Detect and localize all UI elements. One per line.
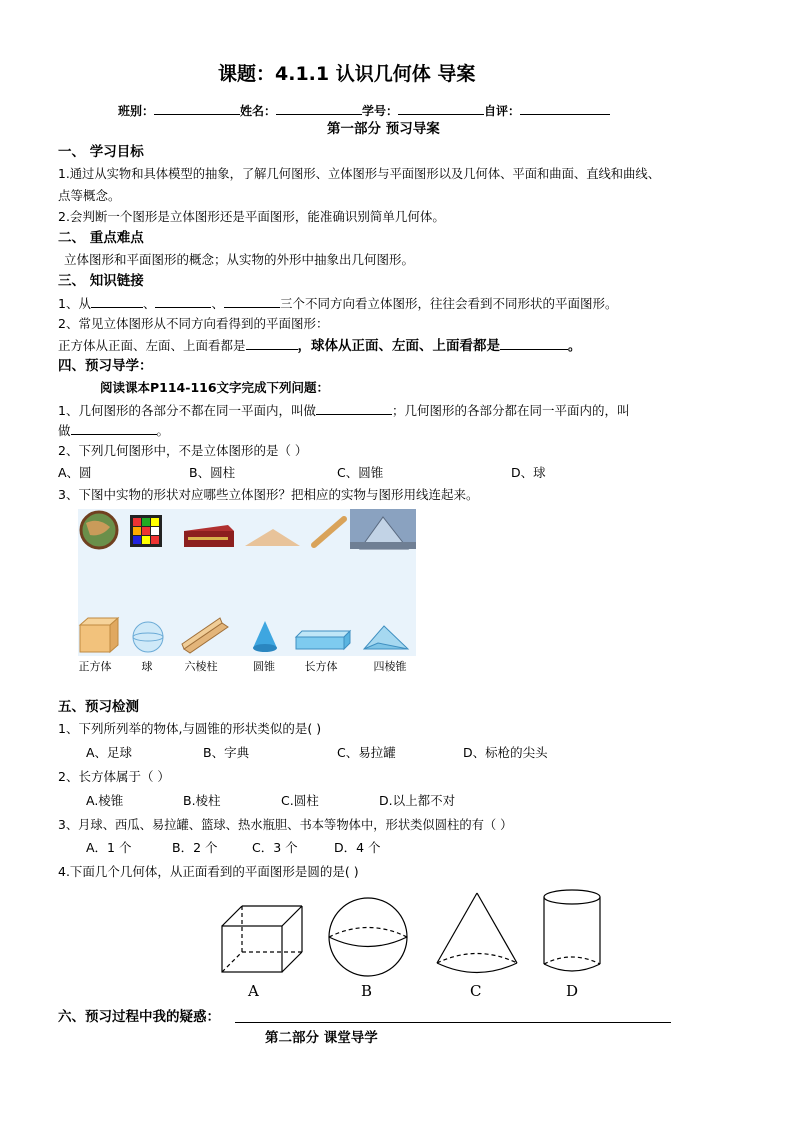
number-label: 学号： xyxy=(362,104,399,118)
s4-reading: 阅读课本P114-116文字完成下列问题： xyxy=(100,380,330,395)
class-label: 班别： xyxy=(118,104,155,118)
shape-label-cuboid: 长方体 xyxy=(304,660,338,673)
s1-line1: 1.通过从实物和具体模型的抽象，了解几何图形、立体图形与平面图形以及几何体、平面和曲面、直线和曲线、 xyxy=(58,167,660,181)
name-label: 姓名： xyxy=(240,104,277,118)
shape-label-cone: 圆锥 xyxy=(253,660,275,673)
s4-q1-a: 1、几何图形的各部分不都在同一平面内，叫做 xyxy=(58,403,316,418)
s3-q2: 2、常见立体图形从不同方向看得到的平面图形： xyxy=(58,316,329,331)
s5-heading: 五、预习检测 xyxy=(58,699,139,715)
s5-q2: 2、长方体属于（ ） xyxy=(58,769,170,784)
shape-label-cube: 正方体 xyxy=(78,660,112,673)
s4-q2-opt-a[interactable]: A、圆 xyxy=(58,465,92,480)
s3-q3-cube: 正方体从正面、左面、上面看都是 xyxy=(58,338,246,353)
s1-line3: 2.会判断一个图形是立体图形还是平面图形，能准确识别简单几何体。 xyxy=(58,209,445,224)
s3-q3-end: 。 xyxy=(568,338,581,353)
s5-q1-opt-d[interactable]: D、标枪的尖头 xyxy=(463,745,548,760)
s3-q1-sep2: 、 xyxy=(211,296,224,311)
doubts-answer-line[interactable] xyxy=(235,1022,671,1023)
s3-heading: 三、 知识链接 xyxy=(58,273,144,289)
figure-label-b: B xyxy=(361,982,373,1000)
s5-q1-opt-c[interactable]: C、易拉罐 xyxy=(337,745,396,760)
selfeval-label: 自评： xyxy=(484,104,521,118)
s5-q1-opt-b[interactable]: B、字典 xyxy=(203,745,250,760)
figure-c-cone[interactable] xyxy=(437,893,517,973)
s5-q4: 4.下面几个几何体，从正面看到的平面图形是圆的是( ) xyxy=(58,864,359,879)
figure-a-cube[interactable] xyxy=(222,906,302,972)
figure-label-d: D xyxy=(566,982,579,1000)
figure-d-cylinder[interactable] xyxy=(544,890,600,971)
page-title: 课题：4.1.1 认识几何体 导案 xyxy=(218,63,476,85)
s4-q2: 2、下列几何图形中，不是立体图形的是（ ） xyxy=(58,443,308,458)
shape-label-sphere: 球 xyxy=(141,660,153,673)
figure-label-c: C xyxy=(470,982,482,1000)
s4-q2-opt-b[interactable]: B、圆柱 xyxy=(189,465,236,480)
s4-q1-b: ；几何图形的各部分都在同一平面内的，叫 xyxy=(391,403,630,418)
s5-q3-opt-d[interactable]: D．4 个 xyxy=(334,840,381,855)
shape-label-square-pyramid: 四棱锥 xyxy=(373,660,407,673)
s5-q1-opt-a[interactable]: A、足球 xyxy=(86,745,133,760)
s5-q2-opt-b[interactable]: B.棱柱 xyxy=(183,793,221,808)
s5-q2-opt-a[interactable]: A.棱锥 xyxy=(86,793,124,808)
s4-q3: 3、下图中实物的形状对应哪些立体图形？把相应的实物与图形用线连起来。 xyxy=(58,487,479,502)
s2-heading: 二、 重点难点 xyxy=(58,230,144,246)
s4-q2-opt-c[interactable]: C、圆锥 xyxy=(337,465,384,480)
s5-q3-opt-c[interactable]: C．3 个 xyxy=(252,840,298,855)
s2-line1: 立体图形和平面图形的概念；从实物的外形中抽象出几何图形。 xyxy=(64,252,415,267)
s5-q2-opt-d[interactable]: D.以上都不对 xyxy=(379,793,456,808)
s5-q2-opt-c[interactable]: C.圆柱 xyxy=(281,793,319,808)
s4-heading: 四、预习导学： xyxy=(58,358,153,374)
s5-q1: 1、下列所列举的物体,与圆锥的形状类似的是( ) xyxy=(58,721,322,736)
s6-heading: 六、预习过程中我的疑惑： xyxy=(58,1009,220,1025)
s3-q3-sphere: ，球体从正面、左面、上面看都是 xyxy=(297,338,501,354)
s4-q1-c: 做 xyxy=(58,423,71,438)
s3-q1-end: 三个不同方向看立体图形，往往会看到不同形状的平面图形。 xyxy=(279,296,618,311)
figure-label-a: A xyxy=(248,982,259,1000)
s1-line2: 点等概念。 xyxy=(58,188,121,203)
s4-q1-d: 。 xyxy=(156,423,170,438)
s5-q3-opt-b[interactable]: B．2 个 xyxy=(172,840,218,855)
shape-label-hexagonal-prism: 六棱柱 xyxy=(184,660,218,673)
s5-q3-opt-a[interactable]: A．1 个 xyxy=(86,840,132,855)
s3-q1-sep1: 、 xyxy=(142,296,156,311)
figure-b-sphere[interactable] xyxy=(329,898,407,976)
part2-heading: 第二部分 课堂导学 xyxy=(265,1030,378,1046)
s1-heading: 一、 学习目标 xyxy=(58,144,144,160)
s3-q1-start: 1、从 xyxy=(58,296,91,311)
s5-q3: 3、月球、西瓜、易拉罐、篮球、热水瓶胆、书本等物体中，形状类似圆柱的有（ ） xyxy=(58,818,513,832)
part1-heading: 第一部分 预习导案 xyxy=(327,121,440,137)
s4-q2-opt-d[interactable]: D、球 xyxy=(511,465,546,480)
